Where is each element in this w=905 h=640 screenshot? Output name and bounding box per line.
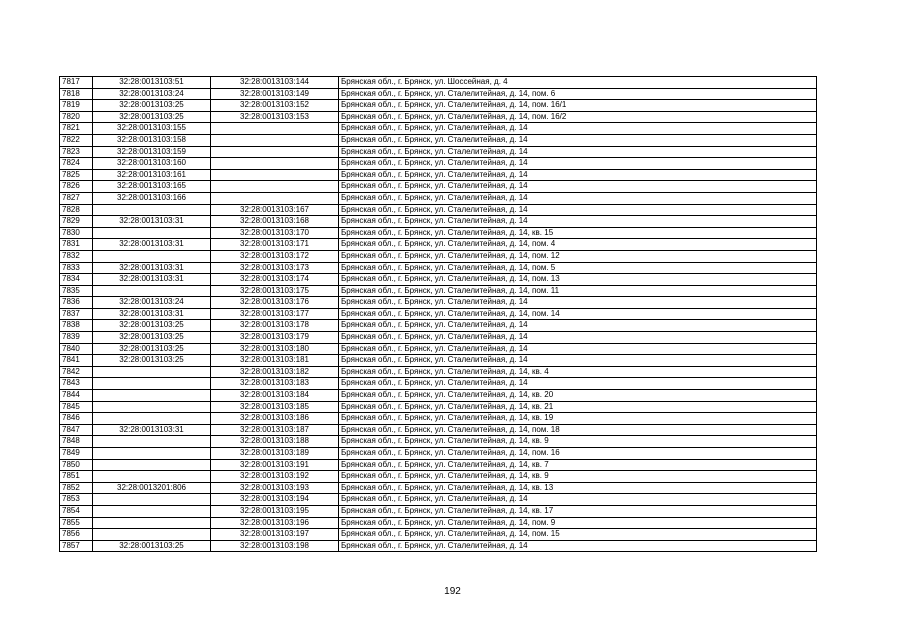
row-number-cell: 7819 — [60, 100, 93, 112]
address-cell: Брянская обл., г. Брянск, ул. Сталелитейная, д. 14, пом. 15 — [339, 529, 817, 541]
parent-cadastral-number-cell — [93, 366, 211, 378]
parent-cadastral-number-cell: 32:28:0013103:31 — [93, 239, 211, 251]
address-cell: Брянская обл., г. Брянск, ул. Сталелитейная, д. 14, пом. 9 — [339, 517, 817, 529]
address-cell: Брянская обл., г. Брянск, ул. Сталелитейная, д. 14 — [339, 158, 817, 170]
table-row — [60, 424, 817, 436]
address-cell: Брянская обл., г. Брянск, ул. Сталелитейная, д. 14 — [339, 192, 817, 204]
address-cell: Брянская обл., г. Брянск, ул. Сталелитейная, д. 14, пом. 16 — [339, 448, 817, 460]
address-cell: Брянская обл., г. Брянск, ул. Сталелитейная, д. 14, кв. 13 — [339, 482, 817, 494]
cadastral-number-cell: 32:28:0013103:149 — [211, 88, 339, 100]
parent-cadastral-number-cell: 32:28:0013103:25 — [93, 343, 211, 355]
address-cell: Брянская обл., г. Брянск, ул. Сталелитейная, д. 14, кв. 21 — [339, 401, 817, 413]
row-number-cell: 7820 — [60, 111, 93, 123]
cadastral-number-cell — [211, 181, 339, 193]
row-number-cell: 7834 — [60, 274, 93, 286]
parent-cadastral-number-cell — [93, 494, 211, 506]
parent-cadastral-number-cell: 32:28:0013103:25 — [93, 355, 211, 367]
table-row — [60, 100, 817, 112]
address-cell: Брянская обл., г. Брянск, ул. Сталелитейная, д. 14 — [339, 378, 817, 390]
parent-cadastral-number-cell — [93, 390, 211, 402]
table-row — [60, 517, 817, 529]
row-number-cell: 7846 — [60, 413, 93, 425]
row-number-cell: 7841 — [60, 355, 93, 367]
parent-cadastral-number-cell — [93, 413, 211, 425]
cadastral-number-cell — [211, 158, 339, 170]
table-row — [60, 111, 817, 123]
address-cell: Брянская обл., г. Брянск, ул. Сталелитейная, д. 14 — [339, 297, 817, 309]
table-row — [60, 285, 817, 297]
row-number-cell: 7835 — [60, 285, 93, 297]
row-number-cell: 7836 — [60, 297, 93, 309]
table-row — [60, 158, 817, 170]
address-cell: Брянская обл., г. Брянск, ул. Сталелитейная, д. 14, кв. 4 — [339, 366, 817, 378]
parent-cadastral-number-cell: 32:28:0013103:166 — [93, 192, 211, 204]
address-cell: Брянская обл., г. Брянск, ул. Сталелитейная, д. 14, кв. 19 — [339, 413, 817, 425]
address-cell: Брянская обл., г. Брянск, ул. Сталелитейная, д. 14 — [339, 204, 817, 216]
parent-cadastral-number-cell: 32:28:0013103:160 — [93, 158, 211, 170]
address-cell: Брянская обл., г. Брянск, ул. Сталелитейная, д. 14 — [339, 343, 817, 355]
address-cell: Брянская обл., г. Брянск, ул. Сталелитейная, д. 14, кв. 9 — [339, 471, 817, 483]
cadastral-number-cell: 32:28:0013103:168 — [211, 216, 339, 228]
row-number-cell: 7852 — [60, 482, 93, 494]
parent-cadastral-number-cell: 32:28:0013103:161 — [93, 169, 211, 181]
cadastral-number-cell: 32:28:0013103:188 — [211, 436, 339, 448]
parent-cadastral-number-cell: 32:28:0013103:51 — [93, 77, 211, 89]
table-row — [60, 448, 817, 460]
cadastral-number-cell: 32:28:0013103:189 — [211, 448, 339, 460]
cadastral-number-cell: 32:28:0013103:182 — [211, 366, 339, 378]
address-cell: Брянская обл., г. Брянск, ул. Сталелитейная, д. 14, пом. 12 — [339, 250, 817, 262]
cadastral-number-cell: 32:28:0013103:192 — [211, 471, 339, 483]
parent-cadastral-number-cell: 32:28:0013103:159 — [93, 146, 211, 158]
address-cell: Брянская обл., г. Брянск, ул. Сталелитейная, д. 14 — [339, 216, 817, 228]
table-row — [60, 355, 817, 367]
cadastral-number-cell: 32:28:0013103:178 — [211, 320, 339, 332]
address-cell: Брянская обл., г. Брянск, ул. Сталелитейная, д. 14, пом. 4 — [339, 239, 817, 251]
table-row — [60, 262, 817, 274]
parent-cadastral-number-cell: 32:28:0013103:25 — [93, 320, 211, 332]
cadastral-number-cell: 32:28:0013103:187 — [211, 424, 339, 436]
address-cell: Брянская обл., г. Брянск, ул. Сталелитейная, д. 14, пом. 11 — [339, 285, 817, 297]
parent-cadastral-number-cell — [93, 204, 211, 216]
row-number-cell: 7842 — [60, 366, 93, 378]
parent-cadastral-number-cell: 32:28:0013103:31 — [93, 424, 211, 436]
row-number-cell: 7822 — [60, 134, 93, 146]
row-number-cell: 7857 — [60, 540, 93, 552]
cadastral-number-cell: 32:28:0013103:197 — [211, 529, 339, 541]
row-number-cell: 7832 — [60, 250, 93, 262]
table-row — [60, 366, 817, 378]
address-cell: Брянская обл., г. Брянск, ул. Сталелитейная, д. 14, пом. 5 — [339, 262, 817, 274]
table-row — [60, 459, 817, 471]
cadastral-number-cell — [211, 134, 339, 146]
table-row — [60, 343, 817, 355]
parent-cadastral-number-cell — [93, 529, 211, 541]
address-cell: Брянская обл., г. Брянск, ул. Сталелитейная, д. 14 — [339, 320, 817, 332]
address-cell: Брянская обл., г. Брянск, ул. Сталелитейная, д. 14, пом. 14 — [339, 308, 817, 320]
row-number-cell: 7845 — [60, 401, 93, 413]
parent-cadastral-number-cell: 32:28:0013103:31 — [93, 262, 211, 274]
cadastral-number-cell — [211, 192, 339, 204]
cadastral-number-cell: 32:28:0013103:186 — [211, 413, 339, 425]
address-cell: Брянская обл., г. Брянск, ул. Шоссейная, д. 4 — [339, 77, 817, 89]
cadastral-number-cell: 32:28:0013103:180 — [211, 343, 339, 355]
row-number-cell: 7838 — [60, 320, 93, 332]
parent-cadastral-number-cell: 32:28:0013103:31 — [93, 216, 211, 228]
table-row — [60, 227, 817, 239]
cadastral-number-cell: 32:28:0013103:153 — [211, 111, 339, 123]
parent-cadastral-number-cell: 32:28:0013103:158 — [93, 134, 211, 146]
row-number-cell: 7840 — [60, 343, 93, 355]
address-cell: Брянская обл., г. Брянск, ул. Сталелитейная, д. 14, кв. 9 — [339, 436, 817, 448]
parent-cadastral-number-cell: 32:28:0013201:806 — [93, 482, 211, 494]
registry-table — [59, 76, 817, 552]
cadastral-number-cell: 32:28:0013103:195 — [211, 505, 339, 517]
address-cell: Брянская обл., г. Брянск, ул. Сталелитейная, д. 14, пом. 6 — [339, 88, 817, 100]
table-row — [60, 169, 817, 181]
parent-cadastral-number-cell — [93, 436, 211, 448]
address-cell: Брянская обл., г. Брянск, ул. Сталелитейная, д. 14 — [339, 332, 817, 344]
cadastral-number-cell: 32:28:0013103:183 — [211, 378, 339, 390]
parent-cadastral-number-cell — [93, 517, 211, 529]
cadastral-number-cell: 32:28:0013103:167 — [211, 204, 339, 216]
row-number-cell: 7843 — [60, 378, 93, 390]
table-row — [60, 274, 817, 286]
parent-cadastral-number-cell — [93, 285, 211, 297]
row-number-cell: 7824 — [60, 158, 93, 170]
row-number-cell: 7848 — [60, 436, 93, 448]
cadastral-number-cell: 32:28:0013103:179 — [211, 332, 339, 344]
address-cell: Брянская обл., г. Брянск, ул. Сталелитейная, д. 14 — [339, 181, 817, 193]
row-number-cell: 7818 — [60, 88, 93, 100]
table-row — [60, 378, 817, 390]
parent-cadastral-number-cell — [93, 505, 211, 517]
cadastral-number-cell: 32:28:0013103:184 — [211, 390, 339, 402]
cadastral-number-cell: 32:28:0013103:175 — [211, 285, 339, 297]
cadastral-number-cell: 32:28:0013103:176 — [211, 297, 339, 309]
table-row — [60, 134, 817, 146]
parent-cadastral-number-cell — [93, 227, 211, 239]
row-number-cell: 7847 — [60, 424, 93, 436]
cadastral-number-cell: 32:28:0013103:181 — [211, 355, 339, 367]
parent-cadastral-number-cell — [93, 448, 211, 460]
table-row — [60, 297, 817, 309]
table-row — [60, 192, 817, 204]
table-row — [60, 239, 817, 251]
row-number-cell: 7833 — [60, 262, 93, 274]
table-row — [60, 390, 817, 402]
table-row — [60, 123, 817, 135]
address-cell: Брянская обл., г. Брянск, ул. Сталелитейная, д. 14 — [339, 494, 817, 506]
cadastral-number-cell: 32:28:0013103:177 — [211, 308, 339, 320]
cadastral-number-cell — [211, 146, 339, 158]
parent-cadastral-number-cell: 32:28:0013103:155 — [93, 123, 211, 135]
parent-cadastral-number-cell: 32:28:0013103:25 — [93, 332, 211, 344]
row-number-cell: 7851 — [60, 471, 93, 483]
parent-cadastral-number-cell — [93, 401, 211, 413]
parent-cadastral-number-cell: 32:28:0013103:24 — [93, 88, 211, 100]
row-number-cell: 7825 — [60, 169, 93, 181]
cadastral-number-cell: 32:28:0013103:173 — [211, 262, 339, 274]
table-row — [60, 413, 817, 425]
parent-cadastral-number-cell: 32:28:0013103:165 — [93, 181, 211, 193]
address-cell: Брянская обл., г. Брянск, ул. Сталелитейная, д. 14 — [339, 540, 817, 552]
table-row — [60, 401, 817, 413]
row-number-cell: 7837 — [60, 308, 93, 320]
row-number-cell: 7853 — [60, 494, 93, 506]
table-row — [60, 181, 817, 193]
row-number-cell: 7829 — [60, 216, 93, 228]
row-number-cell: 7844 — [60, 390, 93, 402]
cadastral-number-cell: 32:28:0013103:196 — [211, 517, 339, 529]
row-number-cell: 7830 — [60, 227, 93, 239]
cadastral-number-cell: 32:28:0013103:174 — [211, 274, 339, 286]
row-number-cell: 7856 — [60, 529, 93, 541]
cadastral-number-cell: 32:28:0013103:144 — [211, 77, 339, 89]
parent-cadastral-number-cell: 32:28:0013103:25 — [93, 111, 211, 123]
parent-cadastral-number-cell: 32:28:0013103:25 — [93, 100, 211, 112]
table-row — [60, 204, 817, 216]
cadastral-number-cell: 32:28:0013103:185 — [211, 401, 339, 413]
table-row — [60, 471, 817, 483]
cadastral-number-cell: 32:28:0013103:191 — [211, 459, 339, 471]
row-number-cell: 7850 — [60, 459, 93, 471]
row-number-cell: 7821 — [60, 123, 93, 135]
table-row — [60, 88, 817, 100]
address-cell: Брянская обл., г. Брянск, ул. Сталелитейная, д. 14, пом. 18 — [339, 424, 817, 436]
row-number-cell: 7855 — [60, 517, 93, 529]
parent-cadastral-number-cell: 32:28:0013103:25 — [93, 540, 211, 552]
parent-cadastral-number-cell — [93, 250, 211, 262]
row-number-cell: 7849 — [60, 448, 93, 460]
table-row — [60, 308, 817, 320]
cadastral-number-cell: 32:28:0013103:198 — [211, 540, 339, 552]
cadastral-number-cell — [211, 169, 339, 181]
address-cell: Брянская обл., г. Брянск, ул. Сталелитейная, д. 14 — [339, 123, 817, 135]
cadastral-number-cell: 32:28:0013103:152 — [211, 100, 339, 112]
table-row — [60, 505, 817, 517]
cadastral-number-cell: 32:28:0013103:171 — [211, 239, 339, 251]
cadastral-number-cell: 32:28:0013103:194 — [211, 494, 339, 506]
address-cell: Брянская обл., г. Брянск, ул. Сталелитейная, д. 14 — [339, 146, 817, 158]
parent-cadastral-number-cell — [93, 459, 211, 471]
parent-cadastral-number-cell: 32:28:0013103:24 — [93, 297, 211, 309]
row-number-cell: 7826 — [60, 181, 93, 193]
parent-cadastral-number-cell: 32:28:0013103:31 — [93, 274, 211, 286]
cadastral-number-cell: 32:28:0013103:172 — [211, 250, 339, 262]
table-row — [60, 436, 817, 448]
table-row — [60, 77, 817, 89]
row-number-cell: 7831 — [60, 239, 93, 251]
table-row — [60, 250, 817, 262]
row-number-cell: 7827 — [60, 192, 93, 204]
table-row — [60, 146, 817, 158]
page-number: 192 — [444, 586, 461, 597]
parent-cadastral-number-cell — [93, 471, 211, 483]
row-number-cell: 7828 — [60, 204, 93, 216]
registry-table-body — [60, 77, 817, 552]
address-cell: Брянская обл., г. Брянск, ул. Сталелитейная, д. 14, кв. 15 — [339, 227, 817, 239]
row-number-cell: 7839 — [60, 332, 93, 344]
address-cell: Брянская обл., г. Брянск, ул. Сталелитейная, д. 14 — [339, 169, 817, 181]
address-cell: Брянская обл., г. Брянск, ул. Сталелитейная, д. 14, пом. 16/2 — [339, 111, 817, 123]
address-cell: Брянская обл., г. Брянск, ул. Сталелитейная, д. 14, пом. 13 — [339, 274, 817, 286]
parent-cadastral-number-cell — [93, 378, 211, 390]
cadastral-number-cell — [211, 123, 339, 135]
table-row — [60, 540, 817, 552]
address-cell: Брянская обл., г. Брянск, ул. Сталелитейная, д. 14, кв. 7 — [339, 459, 817, 471]
table-row — [60, 482, 817, 494]
cadastral-number-cell: 32:28:0013103:193 — [211, 482, 339, 494]
row-number-cell: 7817 — [60, 77, 93, 89]
row-number-cell: 7823 — [60, 146, 93, 158]
address-cell: Брянская обл., г. Брянск, ул. Сталелитейная, д. 14 — [339, 134, 817, 146]
cadastral-number-cell: 32:28:0013103:170 — [211, 227, 339, 239]
address-cell: Брянская обл., г. Брянск, ул. Сталелитейная, д. 14, пом. 16/1 — [339, 100, 817, 112]
table-row — [60, 216, 817, 228]
table-row — [60, 320, 817, 332]
table-row — [60, 332, 817, 344]
table-row — [60, 494, 817, 506]
address-cell: Брянская обл., г. Брянск, ул. Сталелитейная, д. 14 — [339, 355, 817, 367]
table-row — [60, 529, 817, 541]
address-cell: Брянская обл., г. Брянск, ул. Сталелитейная, д. 14, кв. 20 — [339, 390, 817, 402]
address-cell: Брянская обл., г. Брянск, ул. Сталелитейная, д. 14, кв. 17 — [339, 505, 817, 517]
row-number-cell: 7854 — [60, 505, 93, 517]
parent-cadastral-number-cell: 32:28:0013103:31 — [93, 308, 211, 320]
